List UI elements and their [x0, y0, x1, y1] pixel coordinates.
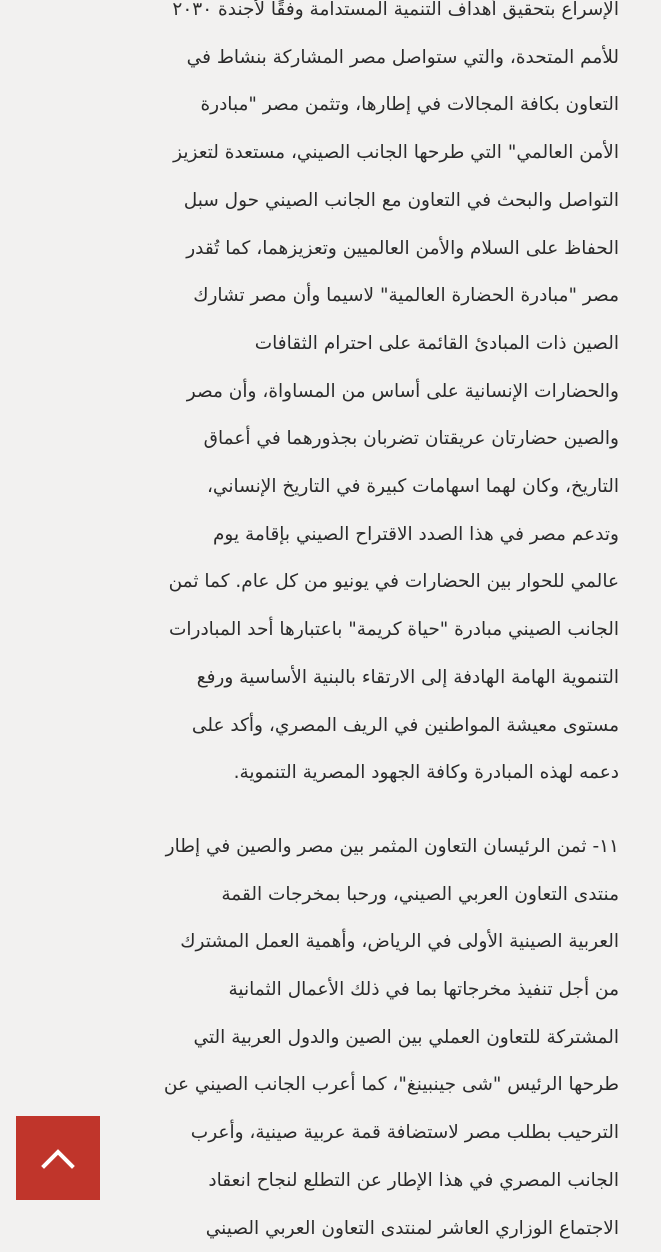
paragraph-line: وتدعم مصر في هذا الصدد الاقتراح الصيني بإقامة يوم: [212, 523, 619, 545]
paragraph-line: الإسراع بتحقيق أهداف التنمية المستدامة وفقًا لأجندة ٢٠٣٠: [172, 0, 619, 20]
paragraph-line: الاجتماع الوزاري العاشر لمنتدى التعاون العربي الصيني: [205, 1217, 619, 1239]
paragraph-line: مصر "مبادرة الحضارة العالمية" لاسيما وأن مصر تشارك: [193, 285, 619, 307]
paragraph-line: المشتركة للتعاون العملي بين الصين والدول العربية التي: [193, 1026, 619, 1048]
paragraph-line: التواصل والبحث في التعاون مع الجانب الصيني حول سبل: [183, 189, 619, 211]
paragraph-line: عالمي للحوار بين الحضارات في يونيو من كل عام. كما ثمن: [168, 571, 619, 593]
paragraph-line: التاريخ، وكان لهما اسهامات كبيرة في التاريخ الإنساني،: [206, 476, 619, 498]
scroll-to-top-button[interactable]: [16, 1116, 100, 1200]
paragraph-line: الأمن العالمي" التي طرحها الجانب الصيني، مستعدة لتعزيز: [173, 142, 619, 164]
article-paragraph: [44, 0, 619, 797]
paragraph-line: دعمه لهذه المبادرة وكافة الجهود المصرية التنموية.: [233, 762, 619, 784]
article-body: [44, 0, 619, 1252]
paragraph-line: الصين ذات المبادئ القائمة على احترام الثقافات: [254, 332, 619, 354]
paragraph-line: التنموية الهامة الهادفة إلى الارتقاء بالبنية الأساسية ورفع: [196, 666, 619, 688]
paragraph-line: والحضارات الإنسانية على أساس من المساواة، وأن مصر: [186, 380, 619, 402]
paragraph-spacer: [44, 797, 619, 823]
paragraph-line: الجانب الصيني مبادرة "حياة كريمة" باعتبارها أحد المبادرات: [168, 619, 619, 641]
paragraph-line: من أجل تنفيذ مخرجاتها بما في ذلك الأعمال الثمانية: [228, 979, 619, 1001]
paragraph-line: منتدى التعاون العربي الصيني، ورحبا بمخرجات القمة: [221, 883, 619, 905]
paragraph-line: الجانب المصري في هذا الإطار عن التطلع لنجاح انعقاد: [208, 1169, 619, 1191]
paragraph-line: مستوى معيشة المواطنين في الريف المصري، وأكد على: [191, 714, 619, 736]
paragraph-line: للأمم المتحدة، والتي ستواصل مصر المشاركة بنشاط في: [186, 46, 619, 68]
paragraph-line: الترحيب بطلب مصر لاستضافة قمة عربية صينية، وأعرب: [190, 1122, 619, 1144]
article-paragraph: [44, 823, 619, 1252]
paragraph-line: والصين حضارتان عريقتان تضربان بجذورهما في أعماق: [203, 428, 619, 450]
paragraph-line: طرحها الرئيس "شى جينبينغ"، كما أعرب الجانب الصيني عن: [163, 1074, 619, 1096]
paragraph-line: التعاون بكافة المجالات في إطارها، وتثمن مصر "مبادرة: [200, 94, 619, 116]
paragraph-line: الحفاظ على السلام والأمن العالميين وتعزيزهما، كما تُقدر: [186, 237, 619, 259]
paragraph-line: ١١- ثمن الرئيسان التعاون المثمر بين مصر والصين في إطار: [165, 835, 619, 857]
chevron-up-icon: [40, 1146, 76, 1170]
paragraph-line: العربية الصينية الأولى في الرياض، وأهمية العمل المشترك: [180, 931, 619, 953]
